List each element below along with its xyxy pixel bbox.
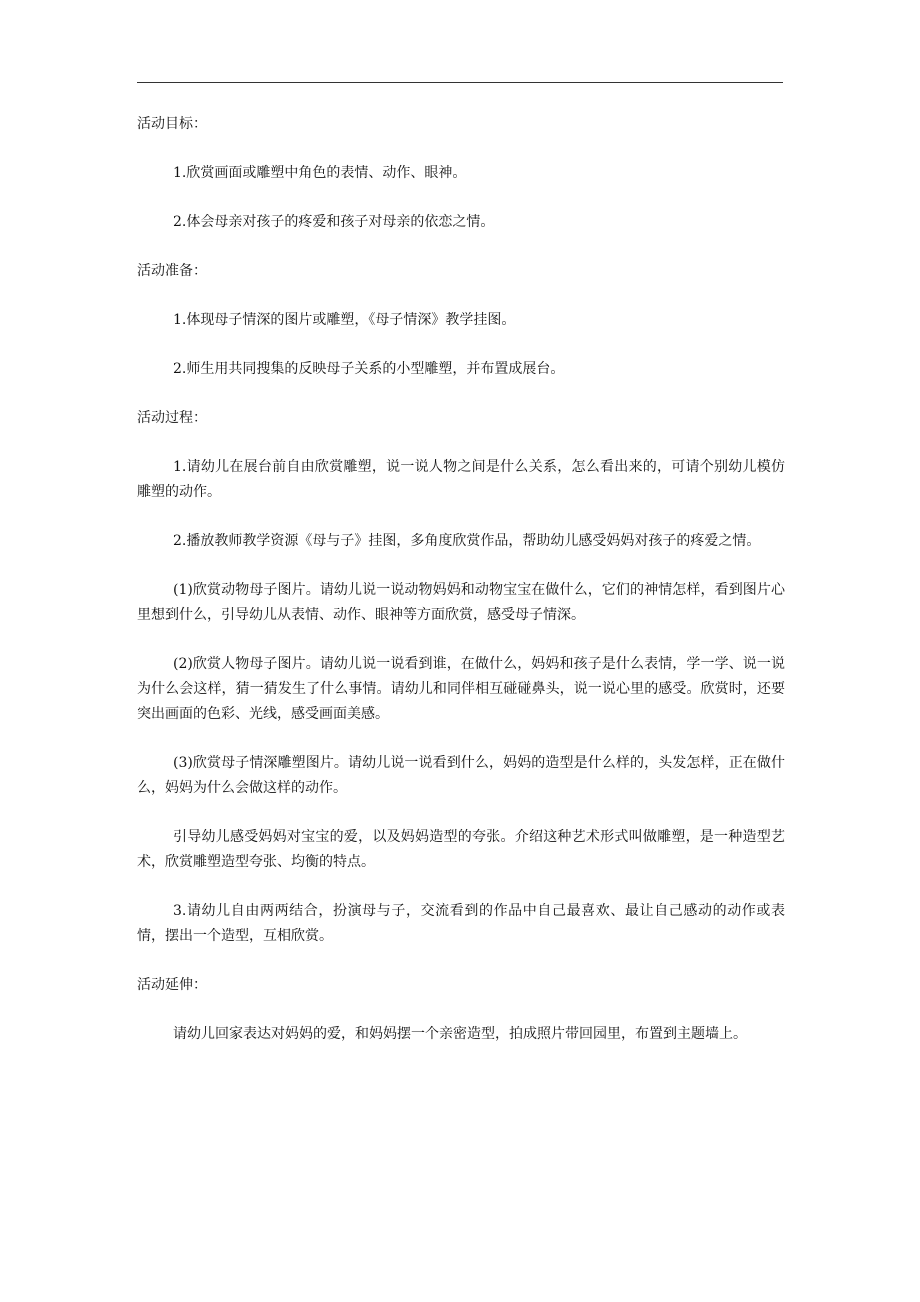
section-heading: 活动过程： bbox=[137, 410, 207, 426]
section-heading: 活动延伸： bbox=[137, 977, 207, 993]
paragraph: 1.欣赏画面或雕塑中角色的表情、动作、眼神。 bbox=[173, 165, 467, 181]
section-process bbox=[137, 406, 785, 949]
paragraph: 1.体现母子情深的图片或雕塑，《母子情深》教学挂图。 bbox=[173, 312, 516, 328]
paragraph: 2.播放教师教学资源《母与子》挂图，多角度欣赏作品，帮助幼儿感受妈妈对孩子的疼爱之情。 bbox=[173, 533, 761, 549]
paragraph: (2)欣赏人物母子图片。请幼儿说一说看到谁，在做什么，妈妈和孩子是什么表情，学一学、说一说为什么会这样，猜一猜发生了什么事情。请幼儿和同伴相互碰碰鼻头，说一说心里的感受。欣赏时，还要突出画面的色彩、光线，感受画面美感。 bbox=[137, 656, 785, 722]
paragraph: 2.体会母亲对孩子的疼爱和孩子对母亲的依恋之情。 bbox=[173, 214, 495, 230]
section-preparation bbox=[137, 259, 785, 382]
document-body bbox=[137, 112, 785, 1071]
paragraph: 1.请幼儿在展台前自由欣赏雕塑，说一说人物之间是什么关系，怎么看出来的，可请个别幼儿模仿雕塑的动作。 bbox=[137, 459, 785, 500]
section-goals bbox=[137, 112, 785, 235]
paragraph: 引导幼儿感受妈妈对宝宝的爱，以及妈妈造型的夸张。介绍这种艺术形式叫做雕塑，是一种造型艺术，欣赏雕塑造型夸张、均衡的特点。 bbox=[137, 829, 785, 870]
paragraph: 2.师生用共同搜集的反映母子关系的小型雕塑，并布置成展台。 bbox=[173, 361, 565, 377]
section-heading: 活动目标： bbox=[137, 116, 207, 132]
header-rule bbox=[137, 82, 783, 83]
paragraph: 请幼儿回家表达对妈妈的爱，和妈妈摆一个亲密造型，拍成照片带回园里，布置到主题墙上。 bbox=[173, 1026, 747, 1042]
section-extension bbox=[137, 973, 785, 1047]
paragraph: 3.请幼儿自由两两结合，扮演母与子，交流看到的作品中自己最喜欢、最让自己感动的动作或表情，摆出一个造型，互相欣赏。 bbox=[137, 903, 785, 944]
paragraph: (3)欣赏母子情深雕塑图片。请幼儿说一说看到什么，妈妈的造型是什么样的，头发怎样，正在做什么，妈妈为什么会做这样的动作。 bbox=[137, 755, 785, 796]
paragraph: (1)欣赏动物母子图片。请幼儿说一说动物妈妈和动物宝宝在做什么，它们的神情怎样，看到图片心里想到什么，引导幼儿从表情、动作、眼神等方面欣赏，感受母子情深。 bbox=[137, 582, 785, 623]
section-heading: 活动准备： bbox=[137, 263, 207, 279]
